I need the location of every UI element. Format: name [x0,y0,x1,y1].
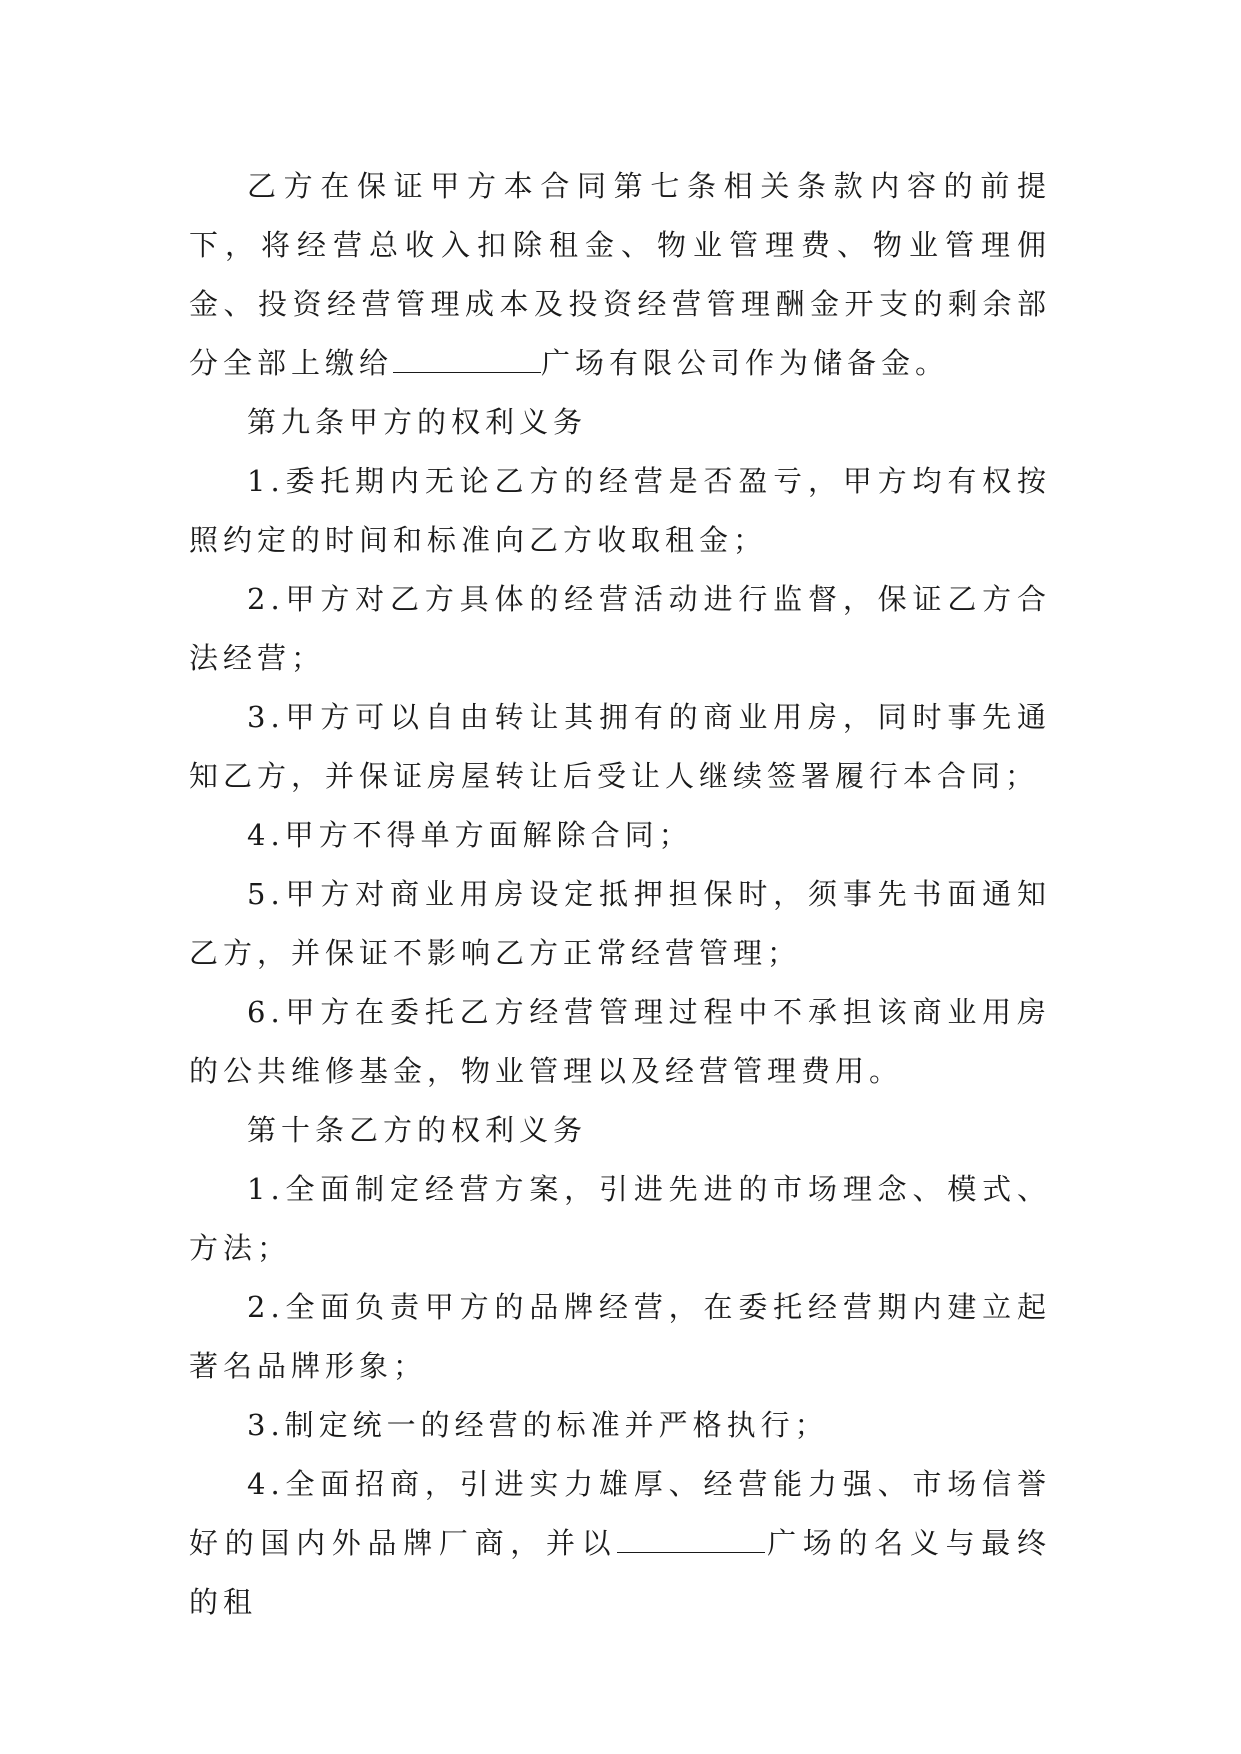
list-item: 4.甲方不得单方面解除合同； [247,818,693,852]
list-item: 1.委托期内无论乙方的经营是否盈亏，甲方均有权按照约定的时间和标准向乙方收取租金； [189,464,1051,557]
document-body [189,157,1051,1632]
list-item: 2.甲方对乙方具体的经营活动进行监督，保证乙方合法经营； [189,582,1051,675]
list-item: 6.甲方在委托乙方经营管理过程中不承担该商业用房的公共维修基金，物业管理以及经营管理费用。 [189,995,1051,1088]
paragraph-reserve-fund [189,157,1051,393]
paragraph-text: 广场的名义与最终的租 [189,1526,1051,1619]
section-heading-article-10: 第十条乙方的权利义务 [247,1113,588,1147]
list-item: 5.甲方对商业用房设定抵押担保时，须事先书面通知乙方，并保证不影响乙方正常经营管理； [189,877,1051,970]
list-item: 1.全面制定经营方案，引进先进的市场理念、模式、方法； [189,1172,1051,1265]
paragraph-text: 广场有限公司作为储备金。 [541,346,950,380]
fill-in-blank [393,348,541,373]
section-heading-article-9: 第九条甲方的权利义务 [247,405,588,439]
list-item [189,1455,1051,1632]
paragraph-text: 乙方在保证甲方本合同第七条相关条款内容的前提下，将经营总收入扣除租金、物业管理费、物业管理佣金、投资经营管理成本及投资经营管理酬金开支的剩余部分全部上缴给 [189,169,1051,380]
list-item: 3.制定统一的经营的标准并严格执行； [247,1408,829,1442]
paragraph-text: 4.全面招商，引进实力雄厚、经营能力强、市场信誉好的国内外品牌厂商，并以 [189,1467,1051,1560]
fill-in-blank [617,1528,765,1553]
list-item: 3.甲方可以自由转让其拥有的商业用房，同时事先通知乙方，并保证房屋转让后受让人继续签署履行本合同； [189,700,1051,793]
list-item: 2.全面负责甲方的品牌经营，在委托经营期内建立起著名品牌形象； [189,1290,1051,1383]
